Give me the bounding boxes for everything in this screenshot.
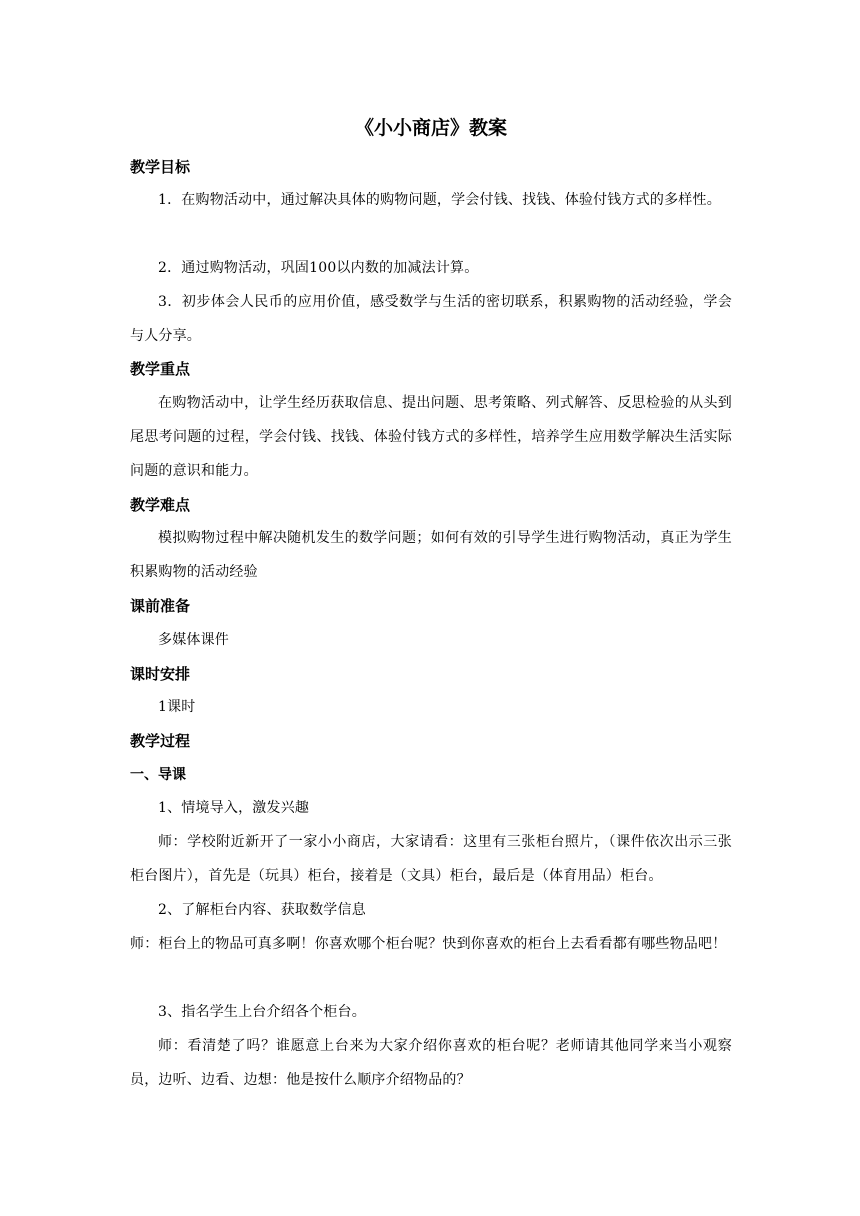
goal-item-1: 1．在购物活动中，通过解决具体的购物问题，学会付钱、找钱、体验付钱方式的多样性。 <box>158 192 721 208</box>
key-points-text: 在购物活动中，让学生经历获取信息、提出问题、思考策略、列式解答、反思检验的从头到尾思考问题的过程，学会付钱、找钱、体验付钱方式的多样性，培养学生应用数学解决生活实际问题的意识和能力。 <box>130 395 732 479</box>
heading-process: 教学过程 <box>130 732 191 750</box>
subheading-intro: 一、导课 <box>130 767 186 783</box>
process-paragraph-5: 3、指名学生上台介绍各个柜台。 <box>158 1004 366 1020</box>
process-paragraph-1: 1、情境导入，激发兴趣 <box>158 800 310 816</box>
process-paragraph-2: 师：学校附近新开了一家小小商店，大家请看：这里有三张柜台照片，（课件依次出示三张柜台图片），首先是（玩具）柜台，接着是（文具）柜台，最后是（体育用品）柜台。 <box>130 834 732 884</box>
heading-preparation: 课前准备 <box>130 597 191 615</box>
heading-teaching-goals: 教学目标 <box>130 158 191 176</box>
process-paragraph-3: 2、了解柜台内容、获取数学信息 <box>158 902 366 918</box>
process-paragraph-4: 师：柜台上的物品可真多啊！你喜欢哪个柜台呢？快到你喜欢的柜台上去看看都有哪些物品吧！ <box>130 936 727 952</box>
goal-item-2: 2．通过购物活动，巩固100以内数的加减法计算。 <box>158 260 479 276</box>
process-paragraph-6: 师：看清楚了吗？谁愿意上台来为大家介绍你喜欢的柜台呢？老师请其他同学来当小观察员，边听、边看、边想：他是按什么顺序介绍物品的？ <box>130 1038 732 1088</box>
heading-schedule: 课时安排 <box>130 665 191 683</box>
schedule-text: 1课时 <box>158 699 196 715</box>
document-title: 《小小商店》教案 <box>354 117 507 139</box>
difficulties-text: 模拟购物过程中解决随机发生的数学问题；如何有效的引导学生进行购物活动，真正为学生积累购物的活动经验 <box>130 530 732 580</box>
document-page <box>130 0 732 1216</box>
preparation-text: 多媒体课件 <box>158 632 229 648</box>
goal-item-3: 3．初步体会人民币的应用价值，感受数学与生活的密切联系，积累购物的活动经验，学会与人分享。 <box>130 294 732 344</box>
heading-key-points: 教学重点 <box>130 360 191 378</box>
heading-difficulties: 教学难点 <box>130 496 191 514</box>
